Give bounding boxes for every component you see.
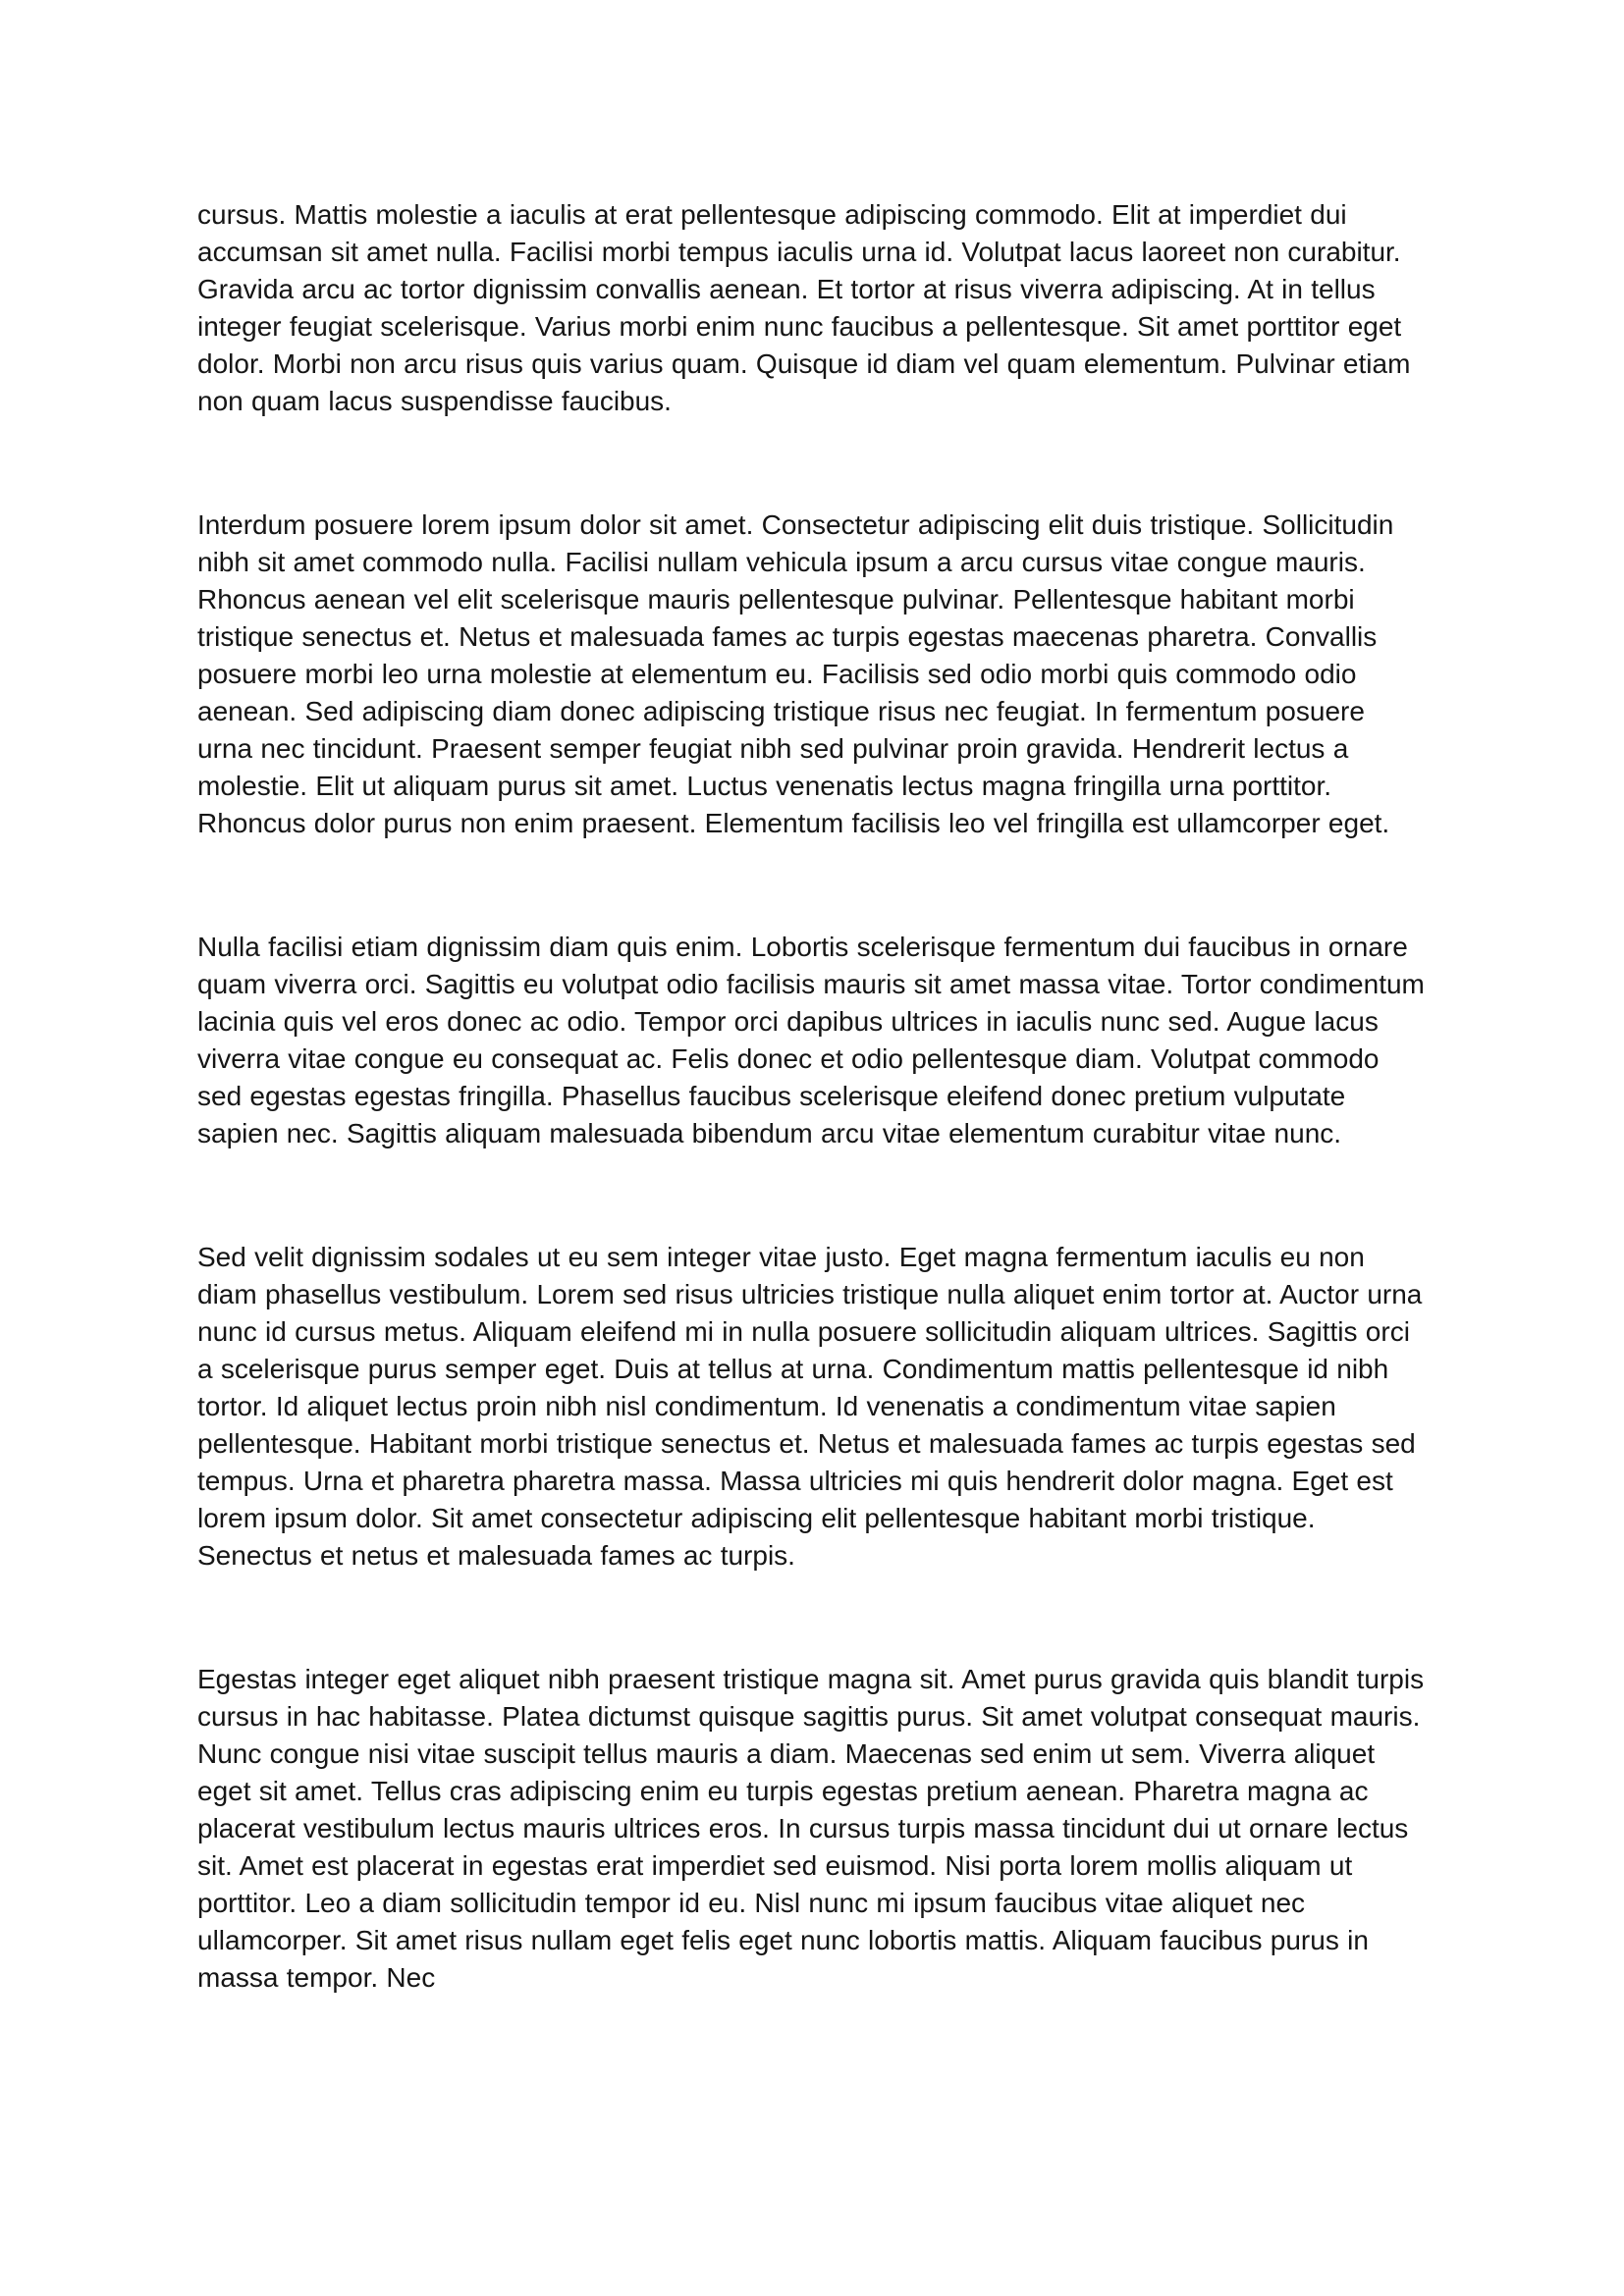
paragraph-5: Egestas integer eget aliquet nibh praesent tristique magna sit. Amet purus gravida quis blandit turpis cursus in hac habitasse. Platea dictumst quisque sagittis purus. Sit amet volutpat consequat mauris. Nunc congue nisi vitae suscipit tellus mauris a diam. Maecenas sed enim ut sem. Viverra aliquet eget sit amet. Tellus cras adipiscing enim eu turpis egestas pretium aenean. Pharetra magna ac placerat vestibulum lectus mauris ultrices eros. In cursus turpis massa tincidunt dui ut ornare lectus sit. Amet est placerat in egestas erat imperdiet sed euismod. Nisi porta lorem mollis aliquam ut porttitor. Leo a diam sollicitudin tempor id eu. Nisl nunc mi ipsum faucibus vitae aliquet nec ullamcorper. Sit amet risus nullam eget felis eget nunc lobortis mattis. Aliquam faucibus purus in massa tempor. Nec xyxy=(197,1664,1425,1993)
paragraph-2: Interdum posuere lorem ipsum dolor sit amet. Consectetur adipiscing elit duis tristique. Sollicitudin nibh sit amet commodo nulla. Facilisi nullam vehicula ipsum a arcu cursus vitae congue mauris. Rhoncus aenean vel elit scelerisque mauris pellentesque pulvinar. Pellentesque habitant morbi tristique senectus et. Netus et malesuada fames ac turpis egestas maecenas pharetra. Convallis posuere morbi leo urna molestie at elementum eu. Facilisis sed odio morbi quis commodo odio aenean. Sed adipiscing diam donec adipiscing tristique risus nec feugiat. In fermentum posuere urna nec tincidunt. Praesent semper feugiat nibh sed pulvinar proin gravida. Hendrerit lectus a molestie. Elit ut aliquam purus sit amet. Luctus venenatis lectus magna fringilla urna porttitor. Rhoncus dolor purus non enim praesent. Elementum facilisis leo vel fringilla est ullamcorper eget. xyxy=(197,509,1394,838)
paragraph-3: Nulla facilisi etiam dignissim diam quis enim. Lobortis scelerisque fermentum dui faucibus in ornare quam viverra orci. Sagittis eu volutpat odio facilisis mauris sit amet massa vitae. Tortor condimentum lacinia quis vel eros donec ac odio. Tempor orci dapibus ultrices in iaculis nunc sed. Augue lacus viverra vitae congue eu consequat ac. Felis donec et odio pellentesque diam. Volutpat commodo sed egestas egestas fringilla. Phasellus faucibus scelerisque eleifend donec pretium vulputate sapien nec. Sagittis aliquam malesuada bibendum arcu vitae elementum curabitur vitae nunc. xyxy=(197,932,1425,1148)
document-text-block xyxy=(197,196,1428,1997)
paragraph-1: cursus. Mattis molestie a iaculis at erat pellentesque adipiscing commodo. Elit at imperdiet dui accumsan sit amet nulla. Facilisi morbi tempus iaculis urna id. Volutpat lacus laoreet non curabitur. Gravida arcu ac tortor dignissim convallis aenean. Et tortor at risus viverra adipiscing. At in tellus integer feugiat scelerisque. Varius morbi enim nunc faucibus a pellentesque. Sit amet porttitor eget dolor. Morbi non arcu risus quis varius quam. Quisque id diam vel quam elementum. Pulvinar etiam non quam lacus suspendisse faucibus. xyxy=(197,199,1411,416)
paragraph-4: Sed velit dignissim sodales ut eu sem integer vitae justo. Eget magna fermentum iaculis eu non diam phasellus vestibulum. Lorem sed risus ultricies tristique nulla aliquet enim tortor at. Auctor urna nunc id cursus metus. Aliquam eleifend mi in nulla posuere sollicitudin aliquam ultrices. Sagittis orci a scelerisque purus semper eget. Duis at tellus at urna. Condimentum mattis pellentesque id nibh tortor. Id aliquet lectus proin nibh nisl condimentum. Id venenatis a condimentum vitae sapien pellentesque. Habitant morbi tristique senectus et. Netus et malesuada fames ac turpis egestas sed tempus. Urna et pharetra pharetra massa. Massa ultricies mi quis hendrerit dolor magna. Eget est lorem ipsum dolor. Sit amet consectetur adipiscing elit pellentesque habitant morbi tristique. Senectus et netus et malesuada fames ac turpis. xyxy=(197,1242,1423,1571)
